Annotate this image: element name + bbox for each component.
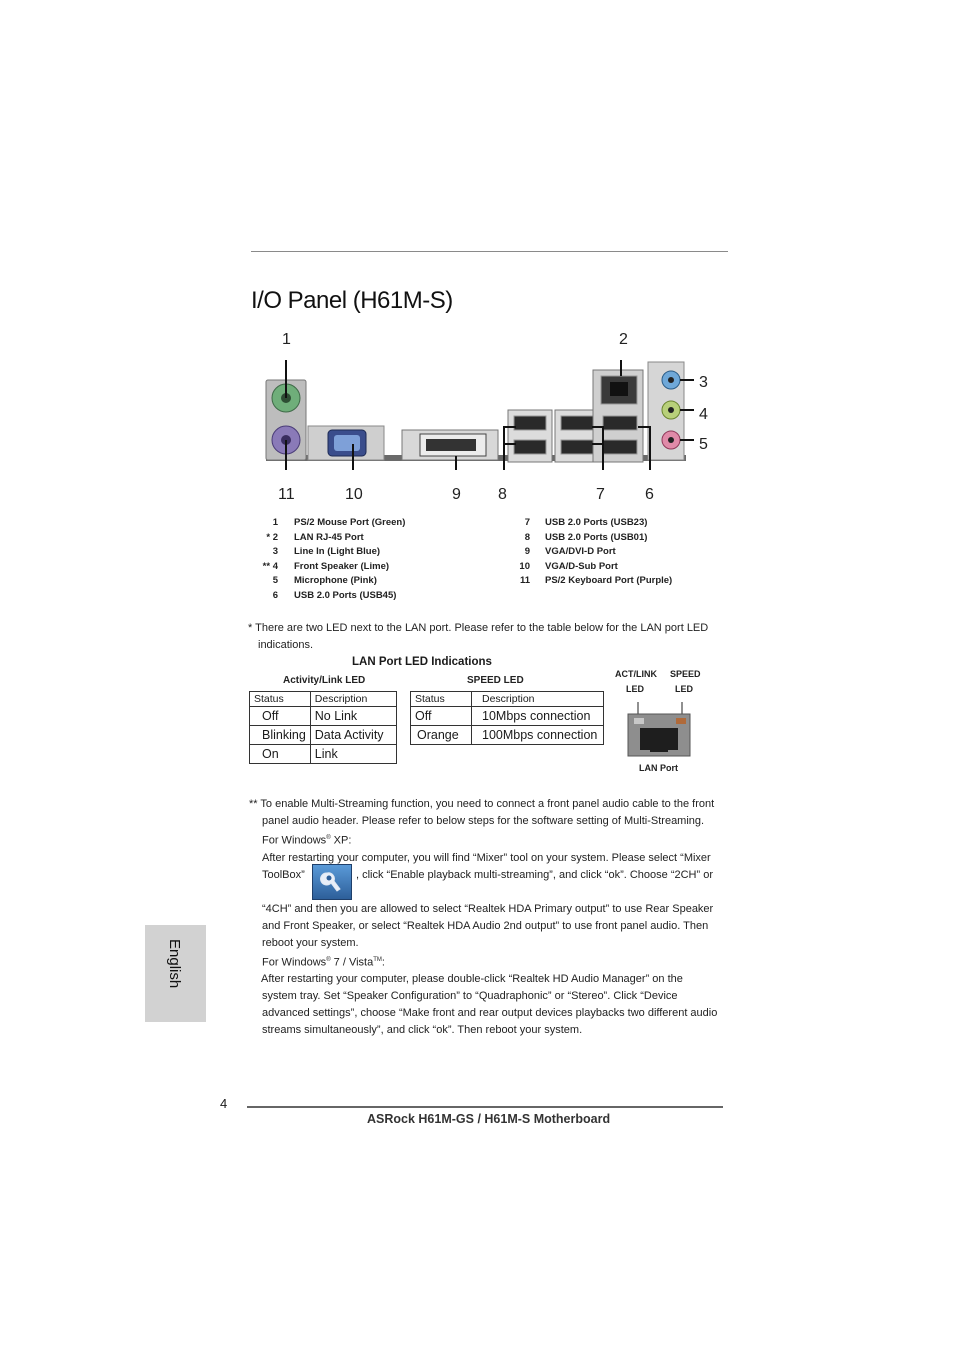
instruction-line: panel audio header. Please refer to below steps for the software setting of Multi-Streaming.	[262, 815, 705, 827]
table-cell: No Link	[310, 707, 396, 726]
table-cell: Off	[250, 707, 311, 726]
lan-port-diagram	[626, 700, 694, 760]
usb-port-icon	[561, 440, 593, 454]
lan-note-line: indications.	[258, 639, 314, 651]
footer-rule	[247, 1106, 723, 1108]
instruction-line: system tray. Set “Speaker Configuration” to “Quadraphonic” or “Stereo”. Click “Device	[262, 990, 678, 1003]
lan-note	[248, 620, 728, 654]
speed-table-title: SPEED LED	[467, 675, 524, 686]
callout-11: 11	[278, 486, 295, 503]
act-link-label: ACT/LINK	[615, 669, 657, 679]
usb-port-icon	[603, 416, 637, 430]
table-row	[411, 707, 604, 726]
table-header: Status	[411, 692, 472, 707]
usb-port-icon	[561, 416, 593, 430]
callout-9: 9	[452, 486, 461, 503]
lan-port-caption: LAN Port	[639, 763, 678, 773]
instruction-line: ToolBox” , click “Enable playback multi-streaming”, and click “ok”. Choose “2CH” or	[249, 867, 729, 901]
speed-label: SPEED	[670, 669, 701, 679]
led-section-title: LAN Port LED Indications	[352, 656, 492, 668]
speed-led-table	[410, 691, 604, 745]
mixer-toolbox-icon	[312, 864, 352, 900]
port-legend: 1 PS/2 Mouse Port (Green) * 2 LAN RJ-45 Port 3 Line In (Light Blue) ** 4 Front Speaker (Lime) 5 Microphone (Pink) 6 USB 2.0 Ports (USB45) 7 USB 2.0 Ports (USB23) 8 USB 2.0 Ports (USB01) 9 VGA/DVI-D Port 10 VGA/D-Sub Port 11 PS/2 Keyboard Port (Purple)	[262, 517, 673, 601]
table-cell: Off	[411, 707, 472, 726]
instruction-line: After restarting your computer, please double-click “Realtek HD Audio Manager” on the	[261, 973, 683, 986]
instruction-line: After restarting your computer, you will find “Mixer” tool on your system. Please select “Mixer	[262, 851, 711, 864]
table-cell: 10Mbps connection	[472, 707, 604, 726]
callout-10: 10	[345, 486, 363, 503]
lan-note-line: * There are two LED next to the LAN port. Please refer to the table below for the LAN port LED	[248, 622, 709, 634]
act-link-led-label: LED	[626, 684, 644, 694]
table-header: Description	[472, 692, 604, 707]
table-cell: Blinking	[250, 726, 311, 745]
top-rule	[251, 251, 728, 252]
io-panel-illustration	[260, 360, 700, 470]
table-header: Description	[310, 692, 396, 707]
language-tab	[145, 925, 206, 1022]
table-row	[250, 745, 397, 764]
usb-port-icon	[514, 416, 546, 430]
page-title: I/O Panel (H61M-S)	[251, 287, 453, 314]
windows-xp-heading: For Windows® XP:	[262, 834, 352, 847]
windows-vista-heading: For Windows® 7 / Vista™:	[262, 956, 385, 969]
language-tab-label: English	[166, 939, 183, 989]
instruction-line: advanced settings”, choose “Make front and rear output devices playbacks two different audio	[262, 1007, 718, 1020]
table-cell: Link	[310, 745, 396, 764]
act-link-led-icon	[634, 718, 644, 724]
usb-port-icon	[514, 440, 546, 454]
table-row	[411, 726, 604, 745]
callout-7: 7	[596, 486, 605, 503]
callout-6: 6	[645, 486, 654, 503]
activity-led-table	[249, 691, 397, 764]
instruction-line: ** To enable Multi-Streaming function, you need to connect a front panel audio cable to the front	[249, 798, 715, 810]
table-cell: On	[250, 745, 311, 764]
callout-3: 3	[699, 374, 708, 391]
multistreaming-instructions	[249, 796, 729, 1039]
callout-5: 5	[699, 436, 708, 453]
instruction-line: “4CH” and then you are allowed to select “Realtek HDA Primary output” to use Rear Speaker	[262, 902, 714, 915]
callout-1: 1	[282, 331, 291, 348]
instruction-line: and Front Speaker, or select “Realtek HDA Audio 2nd output” to use front panel audio. Then	[262, 919, 709, 932]
footer-text: ASRock H61M-GS / H61M-S Motherboard	[367, 1112, 611, 1126]
table-cell: Orange	[411, 726, 472, 745]
speed-led-icon	[676, 718, 686, 724]
table-row	[250, 707, 397, 726]
instruction-line: reboot your system.	[262, 936, 359, 949]
table-header: Status	[250, 692, 311, 707]
table-cell: 100Mbps connection	[472, 726, 604, 745]
speed-led-label: LED	[675, 684, 693, 694]
callout-2: 2	[619, 331, 628, 348]
page-number: 4	[220, 1096, 228, 1111]
activity-table-title: Activity/Link LED	[283, 675, 366, 686]
usb-port-icon	[603, 440, 637, 454]
table-row	[250, 726, 397, 745]
instruction-line: streams simultaneously”, and click “ok”. Then reboot your system.	[262, 1024, 583, 1037]
callout-4: 4	[699, 406, 708, 423]
table-cell: Data Activity	[310, 726, 396, 745]
callout-8: 8	[498, 486, 507, 503]
